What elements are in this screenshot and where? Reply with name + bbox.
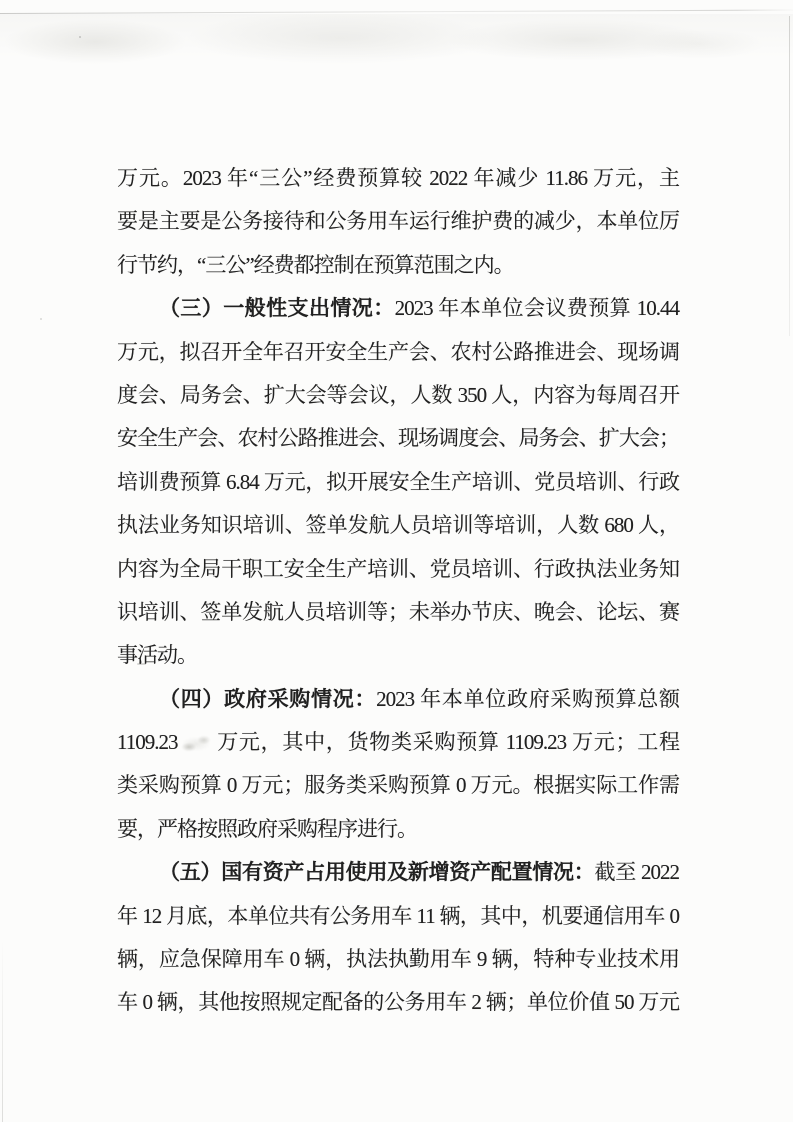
body-text: 培训费预算 6.84 万元，拟开展安全生产培训、党员培训、行政 — [117, 469, 679, 494]
body-text: 执法业务知识培训、签单发航人员培训等培训，人数 680 人， — [117, 513, 679, 538]
scan-shading — [0, 14, 793, 66]
body-text: 事活动。 — [117, 643, 197, 668]
text-line — [117, 331, 679, 374]
body-text: 1109.23 — [117, 730, 178, 755]
scan-edge-left-line — [2, 940, 3, 1122]
body-text: 万元。2023 年“三公”经费预算较 2022 年减少 11.86 万元，主 — [117, 166, 679, 190]
text-line — [117, 461, 679, 504]
text-line — [117, 157, 679, 200]
body-text: 车 0 辆，其他按照规定配备的公务用车 2 辆；单位价值 50 万元 — [117, 990, 679, 1015]
body-text: 度会、局务会、扩大会等会议，人数 350 人，内容为每周召开 — [117, 382, 679, 407]
body-text: 年 12 月底，本单位共有公务用车 11 辆，其中，机要通信用车 0 — [117, 903, 679, 928]
body-text: 行节约，“三公”经费都控制在预算范围之内。 — [117, 252, 514, 277]
text-line — [117, 895, 679, 938]
body-text: 万元，拟召开全年召开安全生产会、农村公路推进会、现场调 — [117, 339, 679, 364]
text-line — [117, 504, 679, 547]
text-line — [117, 981, 679, 1024]
text-line — [117, 244, 679, 287]
body-text: 要是主要是公务接待和公务用车运行维护费的减少，本单位厉 — [117, 209, 679, 234]
text-line — [117, 287, 679, 330]
document-body — [117, 157, 679, 1025]
body-text: 辆，应急保障用车 0 辆，执法执勤用车 9 辆，特种专业技术用 — [117, 947, 679, 972]
text-line — [117, 634, 679, 677]
body-text: 要，严格按照政府采购程序进行。 — [117, 816, 417, 841]
body-text: 内容为全局干职工安全生产培训、党员培训、行政执法业务知 — [117, 556, 679, 581]
text-line — [117, 938, 679, 981]
body-text: 安全生产会、农村公路推进会、现场调度会、局务会、扩大会； — [117, 426, 679, 451]
text-line — [117, 591, 679, 634]
body-text: 截至 2022 — [594, 860, 679, 885]
text-line — [117, 548, 679, 591]
body-text: 2023 年本单位政府采购预算总额 — [376, 686, 680, 711]
text-line — [117, 808, 679, 851]
scan-speck — [79, 36, 81, 38]
scan-speck — [40, 318, 42, 320]
text-line — [117, 721, 679, 764]
text-line — [117, 764, 679, 807]
correction-smudge — [178, 733, 214, 753]
text-line — [117, 374, 679, 417]
heading-text: （五）国有资产占用使用及新增资产配置情况： — [159, 860, 595, 885]
text-line — [117, 200, 679, 243]
body-text: 识培训、签单发航人员培训等；未举办节庆、晚会、论坛、赛 — [117, 599, 679, 624]
text-line — [117, 417, 679, 460]
text-line — [117, 678, 679, 721]
body-text: 2023 年本单位会议费预算 10.44 — [394, 296, 679, 321]
body-text: 类采购预算 0 万元；服务类采购预算 0 万元。根据实际工作需 — [117, 773, 679, 798]
body-text: 万元，其中，货物类采购预算 1109.23 万元；工程 — [215, 730, 679, 755]
scan-edge-right-line — [789, 16, 791, 336]
heading-text: （四）政府采购情况： — [159, 686, 377, 711]
heading-text: （三）一般性支出情况： — [159, 296, 395, 321]
text-line — [117, 851, 679, 894]
